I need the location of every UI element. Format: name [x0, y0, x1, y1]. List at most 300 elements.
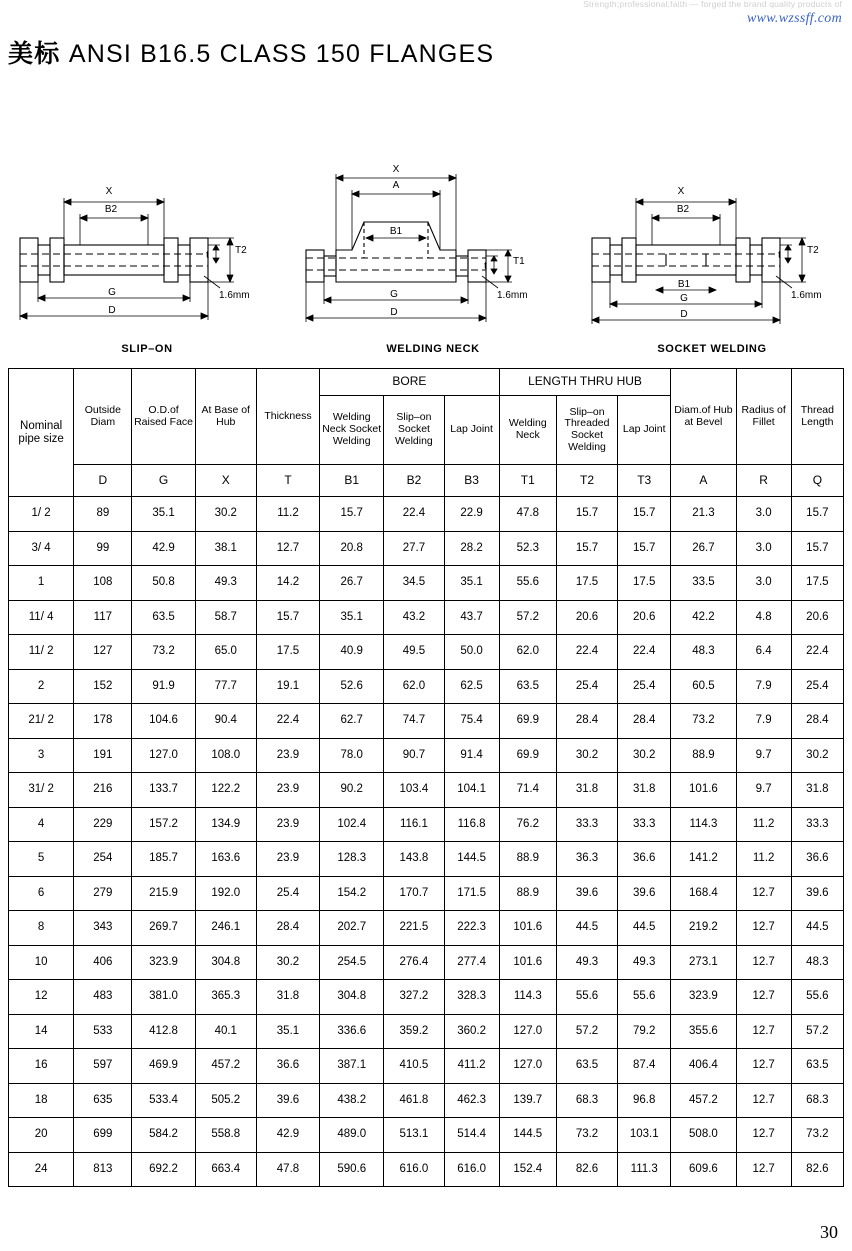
- table-cell: 108.0: [195, 738, 256, 773]
- table-cell: 813: [74, 1152, 132, 1187]
- table-cell: 25.4: [556, 669, 617, 704]
- table-cell: 55.6: [556, 980, 617, 1015]
- svg-text:X: X: [677, 186, 685, 197]
- table-cell: 78.0: [320, 738, 384, 773]
- table-row: [9, 1014, 844, 1049]
- header-bore-lap-joint: Lap Joint: [444, 396, 499, 465]
- table-cell: 35.1: [444, 566, 499, 601]
- header-thread-length: Thread Length: [791, 369, 843, 465]
- table-row: [9, 1152, 844, 1187]
- table-cell: 40.9: [320, 635, 384, 670]
- table-cell: 55.6: [618, 980, 671, 1015]
- symbol-B1: B1: [320, 465, 384, 497]
- table-cell: 127: [74, 635, 132, 670]
- header-diam-hub-at-bevel: Diam.of Hub at Bevel: [671, 369, 736, 465]
- table-cell: 127.0: [499, 1014, 556, 1049]
- table-row: [9, 807, 844, 842]
- table-cell: 254: [74, 842, 132, 877]
- table-cell: 79.2: [618, 1014, 671, 1049]
- table-cell: 40.1: [195, 1014, 256, 1049]
- figure-row: [8, 150, 844, 365]
- table-cell: 170.7: [384, 876, 444, 911]
- symbol-T1: T1: [499, 465, 556, 497]
- cell-nominal-pipe-size: 31/ 2: [9, 773, 74, 808]
- cell-nominal-pipe-size: 24: [9, 1152, 74, 1187]
- table-cell: 75.4: [444, 704, 499, 739]
- table-cell: 47.8: [256, 1152, 319, 1187]
- table-cell: 17.5: [791, 566, 843, 601]
- table-body: [9, 497, 844, 1187]
- table-cell: 73.2: [132, 635, 195, 670]
- header-lth-welding-neck: Welding Neck: [499, 396, 556, 465]
- table-cell: 12.7: [736, 876, 791, 911]
- table-group-header-row: [9, 369, 844, 396]
- table-cell: 590.6: [320, 1152, 384, 1187]
- table-cell: 36.6: [618, 842, 671, 877]
- table-cell: 49.3: [618, 945, 671, 980]
- table-cell: 12.7: [256, 531, 319, 566]
- table-cell: 597: [74, 1049, 132, 1084]
- table-cell: 533: [74, 1014, 132, 1049]
- table-cell: 215.9: [132, 876, 195, 911]
- symbol-G: G: [132, 465, 195, 497]
- page-title-en: ANSI B16.5 CLASS 150 FLANGES: [68, 40, 495, 68]
- table-cell: 25.4: [256, 876, 319, 911]
- table-cell: 144.5: [499, 1118, 556, 1153]
- table-cell: 219.2: [671, 911, 736, 946]
- table-cell: 30.2: [791, 738, 843, 773]
- table-cell: 28.4: [618, 704, 671, 739]
- table-cell: 269.7: [132, 911, 195, 946]
- table-cell: 127.0: [499, 1049, 556, 1084]
- cell-nominal-pipe-size: 1: [9, 566, 74, 601]
- brand-tagline: Strength;professional;faith — forged the brand quality products of: [583, 0, 842, 9]
- table-cell: 185.7: [132, 842, 195, 877]
- table-cell: 88.9: [499, 842, 556, 877]
- table-cell: 50.0: [444, 635, 499, 670]
- table-cell: 42.2: [671, 600, 736, 635]
- table-cell: 62.7: [320, 704, 384, 739]
- svg-text:B1: B1: [389, 226, 403, 237]
- table-cell: 406: [74, 945, 132, 980]
- cell-nominal-pipe-size: 12: [9, 980, 74, 1015]
- table-cell: 116.8: [444, 807, 499, 842]
- brand-strip: [583, 0, 842, 27]
- table-cell: 514.4: [444, 1118, 499, 1153]
- table-cell: 12.7: [736, 1049, 791, 1084]
- table-cell: 28.4: [791, 704, 843, 739]
- table-cell: 277.4: [444, 945, 499, 980]
- symbol-T2: T2: [556, 465, 617, 497]
- table-cell: 68.3: [556, 1083, 617, 1118]
- cell-nominal-pipe-size: 8: [9, 911, 74, 946]
- symbol-X: X: [195, 465, 256, 497]
- table-cell: 35.1: [256, 1014, 319, 1049]
- cell-nominal-pipe-size: 4: [9, 807, 74, 842]
- table-cell: 88.9: [499, 876, 556, 911]
- table-cell: 22.4: [384, 497, 444, 532]
- table-cell: 63.5: [499, 669, 556, 704]
- header-bore-welding-neck-socket-welding: Welding Neck Socket Welding: [320, 396, 384, 465]
- table-cell: 44.5: [618, 911, 671, 946]
- table-cell: 73.2: [671, 704, 736, 739]
- table-row: [9, 738, 844, 773]
- table-cell: 3.0: [736, 566, 791, 601]
- svg-text:B1: B1: [677, 279, 691, 290]
- figure-caption-welding-neck: WELDING NECK: [386, 343, 480, 355]
- header-bore-slip-on-socket-welding: Slip–on Socket Welding: [384, 396, 444, 465]
- table-cell: 73.2: [791, 1118, 843, 1153]
- table-cell: 143.8: [384, 842, 444, 877]
- table-cell: 62.5: [444, 669, 499, 704]
- svg-text:T2: T2: [807, 245, 819, 256]
- header-nominal-pipe-size: Nominal pipe size: [9, 369, 74, 497]
- table-row: [9, 600, 844, 635]
- table-cell: 22.9: [444, 497, 499, 532]
- table-cell: 533.4: [132, 1083, 195, 1118]
- table-cell: 25.4: [618, 669, 671, 704]
- table-row: [9, 704, 844, 739]
- table-cell: 406.4: [671, 1049, 736, 1084]
- table-cell: 114.3: [499, 980, 556, 1015]
- cell-nominal-pipe-size: 5: [9, 842, 74, 877]
- table-cell: 152: [74, 669, 132, 704]
- table-cell: 39.6: [618, 876, 671, 911]
- header-od-raised-face: O.D.of Raised Face: [132, 369, 195, 465]
- table-cell: 69.9: [499, 738, 556, 773]
- socket-welding-drawing: [580, 150, 844, 350]
- table-cell: 49.5: [384, 635, 444, 670]
- table-cell: 22.4: [618, 635, 671, 670]
- table-cell: 52.3: [499, 531, 556, 566]
- table-cell: 221.5: [384, 911, 444, 946]
- table-cell: 47.8: [499, 497, 556, 532]
- table-cell: 69.9: [499, 704, 556, 739]
- svg-text:G: G: [108, 287, 116, 298]
- table-cell: 55.6: [499, 566, 556, 601]
- table-cell: 191: [74, 738, 132, 773]
- header-radius-of-fillet: Radius of Fillet: [736, 369, 791, 465]
- table-cell: 178: [74, 704, 132, 739]
- table-cell: 34.5: [384, 566, 444, 601]
- cell-nominal-pipe-size: 11/ 4: [9, 600, 74, 635]
- table-cell: 412.8: [132, 1014, 195, 1049]
- slip-on-drawing: [8, 150, 286, 350]
- page-title: [8, 34, 494, 70]
- cell-nominal-pipe-size: 21/ 2: [9, 704, 74, 739]
- table-cell: 60.5: [671, 669, 736, 704]
- table-cell: 411.2: [444, 1049, 499, 1084]
- page-number: 30: [820, 1222, 838, 1242]
- table-cell: 74.7: [384, 704, 444, 739]
- table-cell: 323.9: [671, 980, 736, 1015]
- table-cell: 117: [74, 600, 132, 635]
- cell-nominal-pipe-size: 18: [9, 1083, 74, 1118]
- table-cell: 457.2: [671, 1083, 736, 1118]
- table-cell: 52.6: [320, 669, 384, 704]
- svg-text:t: t: [778, 250, 781, 261]
- table-cell: 359.2: [384, 1014, 444, 1049]
- table-cell: 558.8: [195, 1118, 256, 1153]
- table-cell: 304.8: [320, 980, 384, 1015]
- table-cell: 101.6: [499, 911, 556, 946]
- table-cell: 65.0: [195, 635, 256, 670]
- table-cell: 122.2: [195, 773, 256, 808]
- table-cell: 7.9: [736, 669, 791, 704]
- table-cell: 663.4: [195, 1152, 256, 1187]
- svg-text:A: A: [392, 180, 400, 191]
- table-cell: 62.0: [499, 635, 556, 670]
- table-cell: 104.1: [444, 773, 499, 808]
- svg-text:G: G: [680, 293, 688, 304]
- table-cell: 27.7: [384, 531, 444, 566]
- svg-text:X: X: [392, 164, 400, 175]
- table-cell: 111.3: [618, 1152, 671, 1187]
- table-cell: 82.6: [791, 1152, 843, 1187]
- table-cell: 327.2: [384, 980, 444, 1015]
- table-cell: 35.1: [320, 600, 384, 635]
- table-cell: 77.7: [195, 669, 256, 704]
- table-cell: 12.7: [736, 1118, 791, 1153]
- table-cell: 108: [74, 566, 132, 601]
- symbol-B3: B3: [444, 465, 499, 497]
- table-cell: 33.5: [671, 566, 736, 601]
- table-cell: 15.7: [618, 531, 671, 566]
- table-cell: 31.8: [791, 773, 843, 808]
- cell-nominal-pipe-size: 2: [9, 669, 74, 704]
- table-cell: 11.2: [256, 497, 319, 532]
- table-cell: 12.7: [736, 1152, 791, 1187]
- table-cell: 89: [74, 497, 132, 532]
- table-cell: 461.8: [384, 1083, 444, 1118]
- cell-nominal-pipe-size: 16: [9, 1049, 74, 1084]
- table-cell: 616.0: [384, 1152, 444, 1187]
- table-cell: 9.7: [736, 773, 791, 808]
- cell-nominal-pipe-size: 10: [9, 945, 74, 980]
- table-cell: 15.7: [791, 497, 843, 532]
- svg-text:t: t: [206, 250, 209, 261]
- table-cell: 216: [74, 773, 132, 808]
- table-cell: 36.3: [556, 842, 617, 877]
- table-cell: 20.6: [618, 600, 671, 635]
- table-cell: 33.3: [556, 807, 617, 842]
- table-cell: 616.0: [444, 1152, 499, 1187]
- table-cell: 48.3: [671, 635, 736, 670]
- symbol-R: R: [736, 465, 791, 497]
- table-cell: 12.7: [736, 1083, 791, 1118]
- header-lth-lap-joint: Lap Joint: [618, 396, 671, 465]
- symbol-T: T: [256, 465, 319, 497]
- svg-text:T2: T2: [235, 245, 247, 256]
- cell-nominal-pipe-size: 3/ 4: [9, 531, 74, 566]
- table-cell: 139.7: [499, 1083, 556, 1118]
- table-cell: 635: [74, 1083, 132, 1118]
- table-cell: 42.9: [256, 1118, 319, 1153]
- figure-socket-welding: [580, 150, 844, 365]
- table-cell: 11.2: [736, 842, 791, 877]
- table-cell: 31.8: [618, 773, 671, 808]
- table-cell: 88.9: [671, 738, 736, 773]
- cell-nominal-pipe-size: 3: [9, 738, 74, 773]
- table-row: [9, 635, 844, 670]
- table-row: [9, 945, 844, 980]
- table-cell: 104.6: [132, 704, 195, 739]
- table-cell: 63.5: [556, 1049, 617, 1084]
- page-title-cn: 美标: [8, 39, 61, 68]
- header-thickness: Thickness: [256, 369, 319, 465]
- table-cell: 229: [74, 807, 132, 842]
- table-cell: 23.9: [256, 842, 319, 877]
- symbol-Q: Q: [791, 465, 843, 497]
- table-cell: 127.0: [132, 738, 195, 773]
- table-cell: 39.6: [556, 876, 617, 911]
- svg-text:D: D: [108, 305, 116, 316]
- table-cell: 3.0: [736, 531, 791, 566]
- table-row: [9, 980, 844, 1015]
- table-cell: 28.4: [556, 704, 617, 739]
- table-cell: 222.3: [444, 911, 499, 946]
- table-cell: 168.4: [671, 876, 736, 911]
- figure-welding-neck: [294, 150, 572, 365]
- table-cell: 692.2: [132, 1152, 195, 1187]
- table-cell: 73.2: [556, 1118, 617, 1153]
- table-cell: 50.8: [132, 566, 195, 601]
- table-row: [9, 911, 844, 946]
- table-cell: 101.6: [499, 945, 556, 980]
- table-cell: 279: [74, 876, 132, 911]
- table-cell: 39.6: [791, 876, 843, 911]
- table-row: [9, 1118, 844, 1153]
- welding-neck-drawing: [294, 150, 572, 350]
- table-cell: 91.9: [132, 669, 195, 704]
- table-cell: 273.1: [671, 945, 736, 980]
- table-cell: 39.6: [256, 1083, 319, 1118]
- table-row: [9, 1049, 844, 1084]
- header-outside-diam: Outside Diam: [74, 369, 132, 465]
- table-cell: 343: [74, 911, 132, 946]
- table-cell: 44.5: [791, 911, 843, 946]
- table-cell: 163.6: [195, 842, 256, 877]
- table-cell: 17.5: [556, 566, 617, 601]
- table-cell: 19.1: [256, 669, 319, 704]
- table-cell: 6.4: [736, 635, 791, 670]
- table-cell: 12.7: [736, 980, 791, 1015]
- table-cell: 20.6: [556, 600, 617, 635]
- table-cell: 133.7: [132, 773, 195, 808]
- table-cell: 76.2: [499, 807, 556, 842]
- table-cell: 7.9: [736, 704, 791, 739]
- table-cell: 33.3: [791, 807, 843, 842]
- table-row: [9, 842, 844, 877]
- table-cell: 103.1: [618, 1118, 671, 1153]
- table-cell: 14.2: [256, 566, 319, 601]
- table-row: [9, 876, 844, 911]
- symbol-B2: B2: [384, 465, 444, 497]
- table-cell: 23.9: [256, 773, 319, 808]
- table-cell: 381.0: [132, 980, 195, 1015]
- table-cell: 30.2: [618, 738, 671, 773]
- table-cell: 276.4: [384, 945, 444, 980]
- table-cell: 584.2: [132, 1118, 195, 1153]
- table-cell: 28.2: [444, 531, 499, 566]
- table-cell: 144.5: [444, 842, 499, 877]
- table-cell: 12.7: [736, 945, 791, 980]
- svg-text:B2: B2: [676, 204, 690, 215]
- table-cell: 4.8: [736, 600, 791, 635]
- table-row: [9, 773, 844, 808]
- table-cell: 410.5: [384, 1049, 444, 1084]
- symbol-D: D: [74, 465, 132, 497]
- svg-text:X: X: [105, 186, 113, 197]
- table-symbol-row: [9, 465, 844, 497]
- table-cell: 23.9: [256, 807, 319, 842]
- table-cell: 15.7: [791, 531, 843, 566]
- table-cell: 15.7: [320, 497, 384, 532]
- table-cell: 22.4: [556, 635, 617, 670]
- table-cell: 21.3: [671, 497, 736, 532]
- svg-text:1.6mm: 1.6mm: [219, 290, 250, 301]
- svg-text:G: G: [390, 289, 398, 300]
- svg-text:1.6mm: 1.6mm: [497, 290, 528, 301]
- table-cell: 101.6: [671, 773, 736, 808]
- table-cell: 23.9: [256, 738, 319, 773]
- symbol-A: A: [671, 465, 736, 497]
- table-cell: 36.6: [256, 1049, 319, 1084]
- table-cell: 96.8: [618, 1083, 671, 1118]
- table-cell: 15.7: [618, 497, 671, 532]
- table-cell: 11.2: [736, 807, 791, 842]
- table-cell: 30.2: [256, 945, 319, 980]
- brand-url: www.wzssff.com: [747, 10, 842, 26]
- table-cell: 36.6: [791, 842, 843, 877]
- table-cell: 33.3: [618, 807, 671, 842]
- table-cell: 55.6: [791, 980, 843, 1015]
- table-cell: 71.4: [499, 773, 556, 808]
- figure-caption-slip-on: SLIP–ON: [121, 343, 173, 355]
- table-cell: 57.2: [556, 1014, 617, 1049]
- table-row: [9, 497, 844, 532]
- table-cell: 35.1: [132, 497, 195, 532]
- table-cell: 15.7: [556, 531, 617, 566]
- table-cell: 20.8: [320, 531, 384, 566]
- table-cell: 43.7: [444, 600, 499, 635]
- table-cell: 457.2: [195, 1049, 256, 1084]
- svg-text:D: D: [390, 307, 398, 318]
- header-lth-slip-on-threaded-socket-welding: Slip–on Threaded Socket Welding: [556, 396, 617, 465]
- table-cell: 3.0: [736, 497, 791, 532]
- table-cell: 462.3: [444, 1083, 499, 1118]
- table-cell: 17.5: [256, 635, 319, 670]
- table-cell: 57.2: [791, 1014, 843, 1049]
- svg-text:t: t: [484, 261, 487, 272]
- cell-nominal-pipe-size: 1/ 2: [9, 497, 74, 532]
- table-cell: 63.5: [791, 1049, 843, 1084]
- figure-caption-socket-welding: SOCKET WELDING: [657, 343, 767, 355]
- table-cell: 9.7: [736, 738, 791, 773]
- table-cell: 58.7: [195, 600, 256, 635]
- table-cell: 365.3: [195, 980, 256, 1015]
- header-at-base-of-hub: At Base of Hub: [195, 369, 256, 465]
- table-row: [9, 566, 844, 601]
- cell-nominal-pipe-size: 6: [9, 876, 74, 911]
- table-cell: 25.4: [791, 669, 843, 704]
- header-group-length-thru-hub: LENGTH THRU HUB: [499, 369, 671, 396]
- table-cell: 31.8: [256, 980, 319, 1015]
- table-cell: 328.3: [444, 980, 499, 1015]
- table-cell: 44.5: [556, 911, 617, 946]
- table-cell: 91.4: [444, 738, 499, 773]
- table-cell: 508.0: [671, 1118, 736, 1153]
